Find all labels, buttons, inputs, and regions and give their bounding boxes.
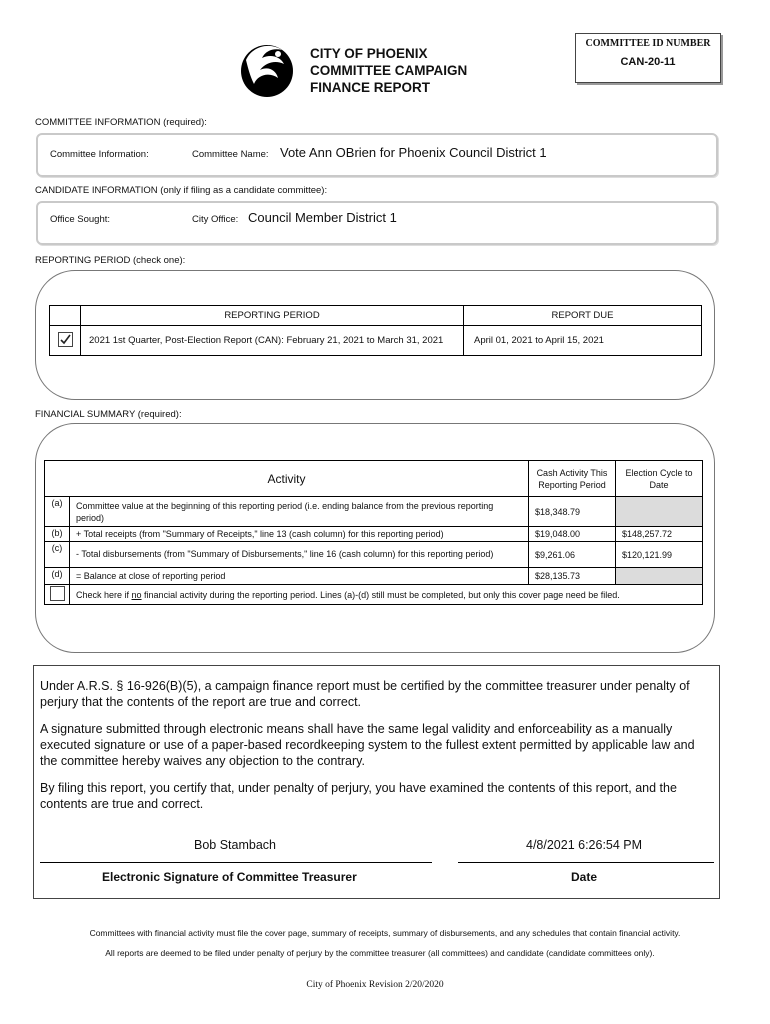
certification-paragraph-2: A signature submitted through electronic means shall have the same legal validity and enforceability as a manually executed signature or use of a paper-based recordkeeping system to the fullest extent permitted by applicable law and the committee hereby waives any objection to the contrary. bbox=[40, 722, 695, 768]
reporting-period-value: 2021 1st Quarter, Post-Election Report (CAN): February 21, 2021 to March 31, 2021 bbox=[81, 326, 464, 356]
signature-label: Electronic Signature of Committee Treasurer bbox=[102, 870, 357, 884]
reporting-period-checkbox[interactable] bbox=[58, 332, 73, 347]
no-activity-checkbox[interactable] bbox=[50, 586, 65, 601]
table-row: (c) - Total disbursements (from "Summary of Disbursements," line 16 (cash column) for this reporting period) $9,261.06 $120,121.99 bbox=[45, 542, 703, 568]
committee-info-heading: COMMITTEE INFORMATION (required): bbox=[35, 117, 207, 128]
certification-paragraph-1: Under A.R.S. § 16-926(B)(5), a campaign finance report must be certified by the committee treasurer under penalty of perjury that the contents of the report are true and correct. bbox=[40, 679, 690, 709]
candidate-info-box: Office Sought: City Office: Council Member District 1 bbox=[36, 201, 718, 245]
table-row: (a) Committee value at the beginning of this reporting period (i.e. ending balance from the previous reporting period) $18,348.79 bbox=[45, 497, 703, 527]
candidate-info-heading: CANDIDATE INFORMATION (only if filing as a candidate committee): bbox=[35, 185, 328, 196]
committee-id-label: COMMITTEE ID NUMBER bbox=[585, 38, 711, 49]
date-line bbox=[458, 862, 714, 863]
signature-date: 4/8/2021 6:26:54 PM bbox=[526, 838, 643, 852]
revision-note: City of Phoenix Revision 2/20/2020 bbox=[306, 980, 444, 990]
committee-id-value: CAN-20-11 bbox=[620, 56, 676, 68]
report-title: CITY OF PHOENIX COMMITTEE CAMPAIGN FINANCE REPORT bbox=[310, 46, 468, 95]
financial-summary-table: Activity Cash Activity This Reporting Period Election Cycle to Date (a) Committee value at the beginning of this reporting period (i.e. ending balance from the previous reporting period) $18,348.79 (b) + Total receipts (from "Summary of Receipts," line 13 (cash column) for this reporting period) $19,048.00 $148,257.72 (c) - Total disbursements (from "Summary of Disbursements," line 16 (cash column) for this reporting period) $9,261.06 $120,121.99 (d) = Balance at close of reporting period $28,135.73 Check here if no financial activity during the reporting period. Lines (a)-(d) still must be completed, but only this cover page need be filed. bbox=[44, 460, 703, 605]
financial-summary-heading: FINANCIAL SUMMARY (required): bbox=[35, 409, 182, 420]
certification-box bbox=[33, 665, 720, 899]
report-due-value: April 01, 2021 to April 15, 2021 bbox=[464, 326, 702, 356]
table-row: (d) = Balance at close of reporting period $28,135.73 bbox=[45, 568, 703, 585]
committee-name-value: Vote Ann OBrien for Phoenix Council District 1 bbox=[280, 145, 547, 160]
signer-name: Bob Stambach bbox=[194, 838, 276, 852]
date-label: Date bbox=[571, 870, 598, 884]
committee-info-box: Committee Information: Committee Name: Vote Ann OBrien for Phoenix Council District 1 bbox=[36, 133, 718, 177]
footer-note-1: Committees with financial activity must file the cover page, summary of receipts, summary of disbursements, and any schedules that contain financial activity. bbox=[89, 928, 681, 938]
office-sought-value: Council Member District 1 bbox=[248, 210, 397, 225]
signature-line bbox=[40, 862, 432, 863]
reporting-period-heading: REPORTING PERIOD (check one): bbox=[35, 255, 186, 266]
table-row: (b) + Total receipts (from "Summary of Receipts," line 13 (cash column) for this reporting period) $19,048.00 $148,257.72 bbox=[45, 527, 703, 542]
checkmark-icon bbox=[59, 333, 72, 346]
reporting-period-table: REPORTING PERIOD REPORT DUE 2021 1st Quarter, Post-Election Report (CAN): February 21, 2021 to March 31, 2021 April 01, 2021 to April 15, 2021 bbox=[49, 305, 702, 356]
certification-paragraph-3: By filing this report, you certify that, under penalty of perjury, you have examined the contents of this report, and the contents are true and correct. bbox=[40, 781, 677, 811]
phoenix-logo-icon bbox=[236, 38, 298, 100]
committee-id-box bbox=[575, 33, 721, 83]
footer-note-2: All reports are deemed to be filed under penalty of perjury by the committee treasurer (all committees) and candidate (candidate committees only). bbox=[105, 948, 655, 958]
